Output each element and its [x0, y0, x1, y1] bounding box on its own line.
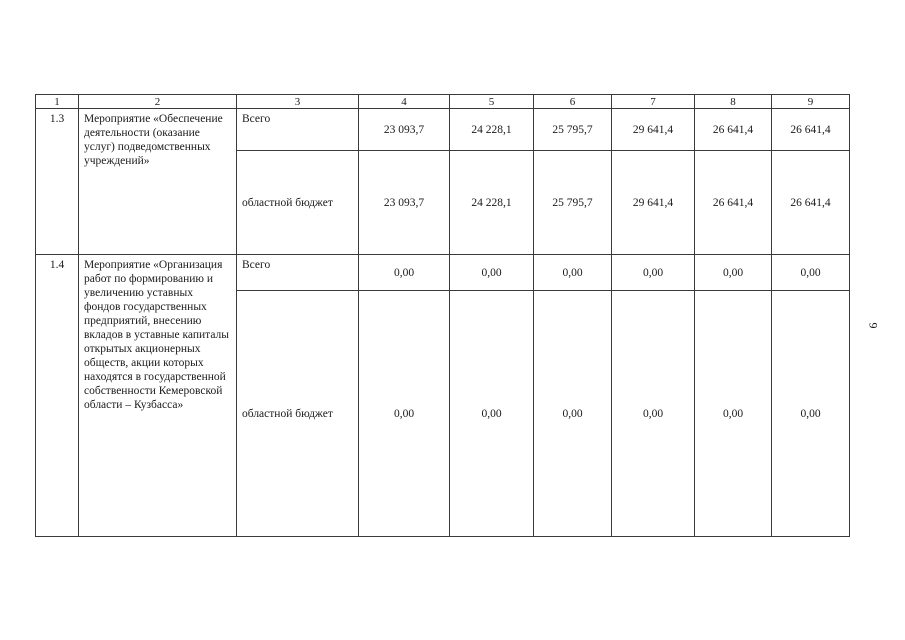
- value-cell: 0,00: [359, 291, 450, 537]
- value-cell: 0,00: [359, 255, 450, 291]
- value-cell: 0,00: [534, 255, 612, 291]
- value-cell: 0,00: [450, 255, 534, 291]
- value-cell: 0,00: [772, 255, 850, 291]
- column-header: 2: [79, 95, 237, 109]
- value-cell: 24 228,1: [450, 151, 534, 255]
- funding-source: областной бюджет: [237, 151, 359, 255]
- value-cell: 23 093,7: [359, 109, 450, 151]
- value-cell: 26 641,4: [772, 151, 850, 255]
- row-number: 1.3: [36, 109, 79, 255]
- value-cell: 26 641,4: [695, 109, 772, 151]
- funding-source: Всего: [237, 109, 359, 151]
- value-cell: 0,00: [612, 255, 695, 291]
- column-header: 4: [359, 95, 450, 109]
- row-number: 1.4: [36, 255, 79, 537]
- value-cell: 26 641,4: [772, 109, 850, 151]
- column-number-row: [36, 95, 850, 109]
- value-cell: 29 641,4: [612, 109, 695, 151]
- value-cell: 0,00: [612, 291, 695, 537]
- column-header: 1: [36, 95, 79, 109]
- value-cell: 24 228,1: [450, 109, 534, 151]
- column-header: 3: [237, 95, 359, 109]
- funding-table: [35, 94, 850, 537]
- value-cell: 0,00: [534, 291, 612, 537]
- value-cell: 25 795,7: [534, 151, 612, 255]
- measure-description: Мероприятие «Обеспечение деятельности (оказание услуг) подведомственных учреждений»: [79, 109, 237, 255]
- column-header: 9: [772, 95, 850, 109]
- value-cell: 23 093,7: [359, 151, 450, 255]
- value-cell: 0,00: [695, 291, 772, 537]
- value-cell: 0,00: [695, 255, 772, 291]
- value-cell: 0,00: [450, 291, 534, 537]
- funding-source: Всего: [237, 255, 359, 291]
- column-header: 8: [695, 95, 772, 109]
- value-cell: 26 641,4: [695, 151, 772, 255]
- value-cell: 25 795,7: [534, 109, 612, 151]
- measure-description: Мероприятие «Организация работ по формированию и увеличению уставных фондов государственных предприятий, внесению вкладов в уставные капиталы открытых акционерных обществ, акции которых находятся в государственной собственности Кемеровской области – Кузбасса»: [79, 255, 237, 537]
- table-row: [36, 255, 850, 291]
- value-cell: 0,00: [772, 291, 850, 537]
- column-header: 6: [534, 95, 612, 109]
- column-header: 7: [612, 95, 695, 109]
- page-number: 9: [866, 322, 881, 329]
- column-header: 5: [450, 95, 534, 109]
- funding-source: областной бюджет: [237, 291, 359, 537]
- table-row: [36, 109, 850, 151]
- value-cell: 29 641,4: [612, 151, 695, 255]
